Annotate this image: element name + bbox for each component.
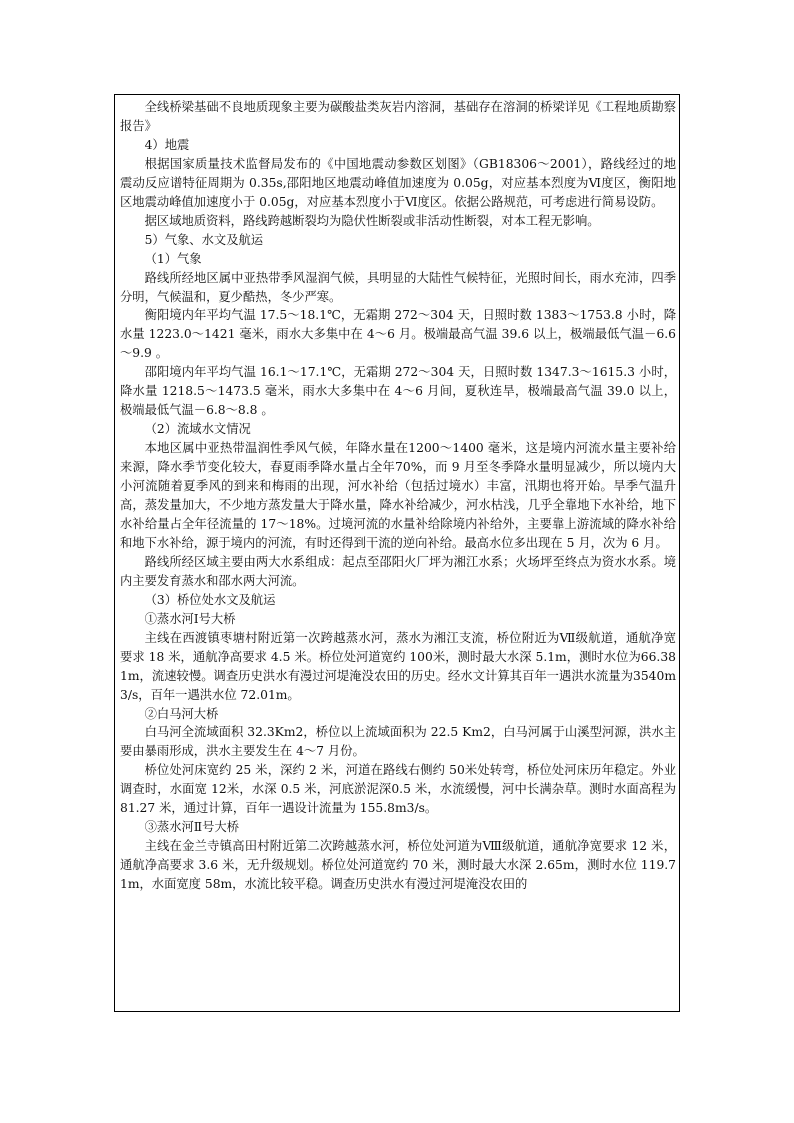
paragraph-climate-overview: 路线所经地区属中亚热带季风湿润气候，具明显的大陆性气候特征，光照时间长，雨水充沛，四季分明，气候温和，夏少酷热，冬少严寒。 xyxy=(120,270,676,304)
bridge-title-zhengshui-2: ③蒸水河Ⅱ号大桥 xyxy=(144,820,240,835)
heading-climate-hydrology: 5）气象、水文及航运 xyxy=(144,232,264,247)
paragraph-water-systems: 路线所经区域主要由两大水系组成：起点至邵阳火厂坪为湘江水系；火场坪至终点为资水水系。境内主要发育蒸水和邵水两大河流。 xyxy=(120,554,676,588)
paragraph-baima-basin: 白马河全流域面积 32.3Km2，桥位以上流域面积为 22.5 Km2，白马河属于山溪型河源，洪水主要由暴雨形成，洪水主要发生在 4～7 月份。 xyxy=(120,725,676,759)
subheading-climate: （1）气象 xyxy=(144,251,202,266)
subheading-basin-hydrology: （2）流域水文情况 xyxy=(144,422,251,437)
subheading-bridge-hydrology: （3）桥位处水文及航运 xyxy=(144,592,276,607)
paragraph-zhengshui-1: 主线在西渡镇枣塘村附近第一次跨越蒸水河，蒸水为湘江支流，桥位附近为Ⅶ级航道，通航净宽要求 18 米，通航净高要求 4.5 米。桥位处河道宽约 100米，测时最大水深 5.1m，测时水位为66.381m，流速较慢。调查历史洪水有漫过河堤淹没农田的历史。经水文计算其百年一遇洪水流量为3540m3/s，百年一遇洪水位 72.01m。 xyxy=(120,630,676,702)
paragraph-basin-hydrology: 本地区属中亚热带温润性季风气候，年降水量在1200～1400 毫米，这是境内河流水量主要补给来源，降水季节变化较大，春夏雨季降水量占全年70%，而 9 月至冬季降水量明显减少，所以境内大小河流随着夏季风的到来和梅雨的出现，河水补给（包括过境水）丰富，汛期也将开始。旱季气温升高，蒸发量加大，不少地方蒸发量大于降水量，降水补给减少，河水枯浅，几乎全靠地下水补给，地下水补给量占全年径流量的 17～18%。过境河流的水量补给除境内补给外，主要靠上游流域的降水补给和地下水补给，源于境内的河流，有时还得到干流的逆向补给。最高水位多出现在 5 月，次为 6 月。 xyxy=(120,441,676,550)
paragraph-karst: 全线桥梁基础不良地质现象主要为碳酸盐类灰岩内溶洞，基础存在溶洞的桥梁详见《工程地质勘察报告》 xyxy=(120,100,676,133)
heading-earthquake: 4）地震 xyxy=(144,137,190,152)
paragraph-shaoyang-climate: 邵阳境内年平均气温 16.1～17.1℃，无霜期 272～304 天，日照时数 1347.3～1615.3 小时，降水量 1218.5～1473.5 毫米，雨水大多集中在 4～6 月间，夏秋连旱，极端最高气温 39.0 以上，极端最低气温－6.8～8.8 。 xyxy=(120,365,676,418)
paragraph-baima-riverbed: 桥位处河床宽约 25 米，深约 2 米，河道在路线右侧约 50米处转弯，桥位处河床历年稳定。外业调查时，水面宽 12米，水深 0.5 米，河底淤泥深0.5 米，水流缓慢，河中长满杂草。测时水面高程为 81.27 米，通过计算，百年一遇设计流量为 155.8m3/s。 xyxy=(120,763,676,816)
bridge-title-zhengshui-1: ①蒸水河Ⅰ号大桥 xyxy=(144,611,236,626)
paragraph-seismic-zoning: 根据国家质量技术监督局发布的《中国地震动参数区划图》（GB18306～2001），路线经过的地震动反应谱特征周期为 0.35s,邵阳地区地震动峰值加速度为 0.05g，对应基本烈度为Ⅵ度区，衡阳地区地震动峰值加速度小于 0.05g，对应基本烈度小于Ⅵ度区。依据公路规范，可考虑进行简易设防。 xyxy=(120,156,676,209)
paragraph-hengyang-climate: 衡阳境内年平均气温 17.5～18.1℃，无霜期 272～304 天，日照时数 1383～1753.8 小时，降水量 1223.0～1421 毫米，雨水大多集中在 4～6 月。极端最高气温 39.6 以上，极端最低气温－6.6～9.9 。 xyxy=(120,308,676,361)
paragraph-faults: 据区域地质资料，路线跨越断裂均为隐伏性断裂或非活动性断裂，对本工程无影响。 xyxy=(144,213,600,228)
content-frame xyxy=(114,94,680,1012)
bridge-title-baima: ②白马河大桥 xyxy=(144,706,219,721)
paragraph-zhengshui-2: 主线在金兰寺镇高田村附近第二次跨越蒸水河，桥位处河道为Ⅷ级航道，通航净宽要求 12 米，通航净高要求 3.6 米，无升级规划。桥位处河道宽约 70 米，测时最大水深 2.65m，测时水位 119.71m，水面宽度 58m，水流比较平稳。调查历史洪水有漫过河堤淹没农田的 xyxy=(120,839,676,892)
document-body xyxy=(120,98,676,894)
